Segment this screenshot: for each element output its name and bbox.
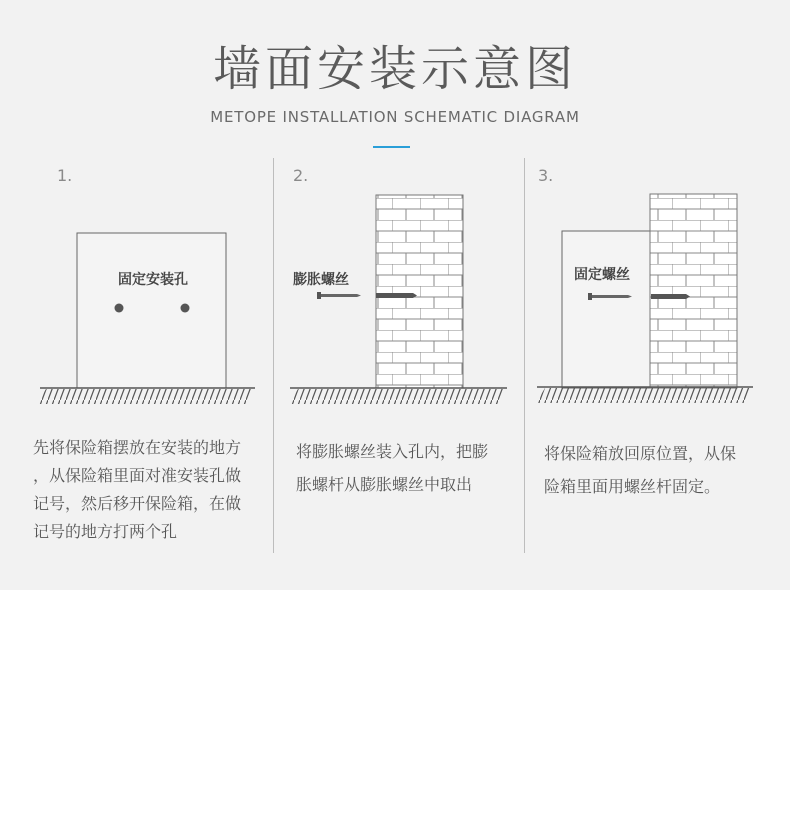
description-line: 胀螺杆从膨胀螺丝中取出 [296,475,473,494]
step-2-number: 2. [293,166,309,185]
step-1-number: 1. [57,166,73,185]
safe-box [77,233,226,388]
step-1-illustration [37,233,255,404]
screw-in-wall-icon [651,294,690,299]
expansion-screw-icon [317,292,361,299]
brick-wall [650,194,737,388]
step-2-description [296,435,488,501]
description-line: 将保险箱放回原位置，从保 [544,444,737,463]
step-3-description [544,437,736,503]
description-line: 先将保险箱摆放在安装的地方 [33,438,242,457]
description-line: 记号的地方打两个孔 [33,522,178,541]
step-3-label: 固定螺丝 [574,267,630,283]
mounting-hole [115,304,124,313]
brick-wall [376,195,463,388]
step-2-label: 膨胀螺丝 [293,272,349,288]
page-subtitle: METOPE INSTALLATION SCHEMATIC DIAGRAM [210,108,580,126]
step-3-number: 3. [538,166,554,185]
ground-hatch [536,388,753,403]
mounting-hole [181,304,190,313]
description-line: 将膨胀螺丝装入孔内，把膨 [296,442,489,461]
ground-hatch [37,389,255,404]
description-line: 险箱里面用螺丝杆固定。 [544,477,721,496]
safe-box [562,231,650,388]
step-1-description [33,434,241,546]
page-title: 墙面安装示意图 [212,41,577,97]
description-line: ，从保险箱里面对准安装孔做 [33,466,242,485]
step-3-illustration [536,194,753,403]
ground-hatch [289,389,507,404]
description-line: 记号，然后移开保险箱，在做 [33,494,242,513]
step-2-illustration [289,195,507,404]
screw-in-wall-icon [376,293,417,298]
step-1-label: 固定安装孔 [118,272,188,288]
